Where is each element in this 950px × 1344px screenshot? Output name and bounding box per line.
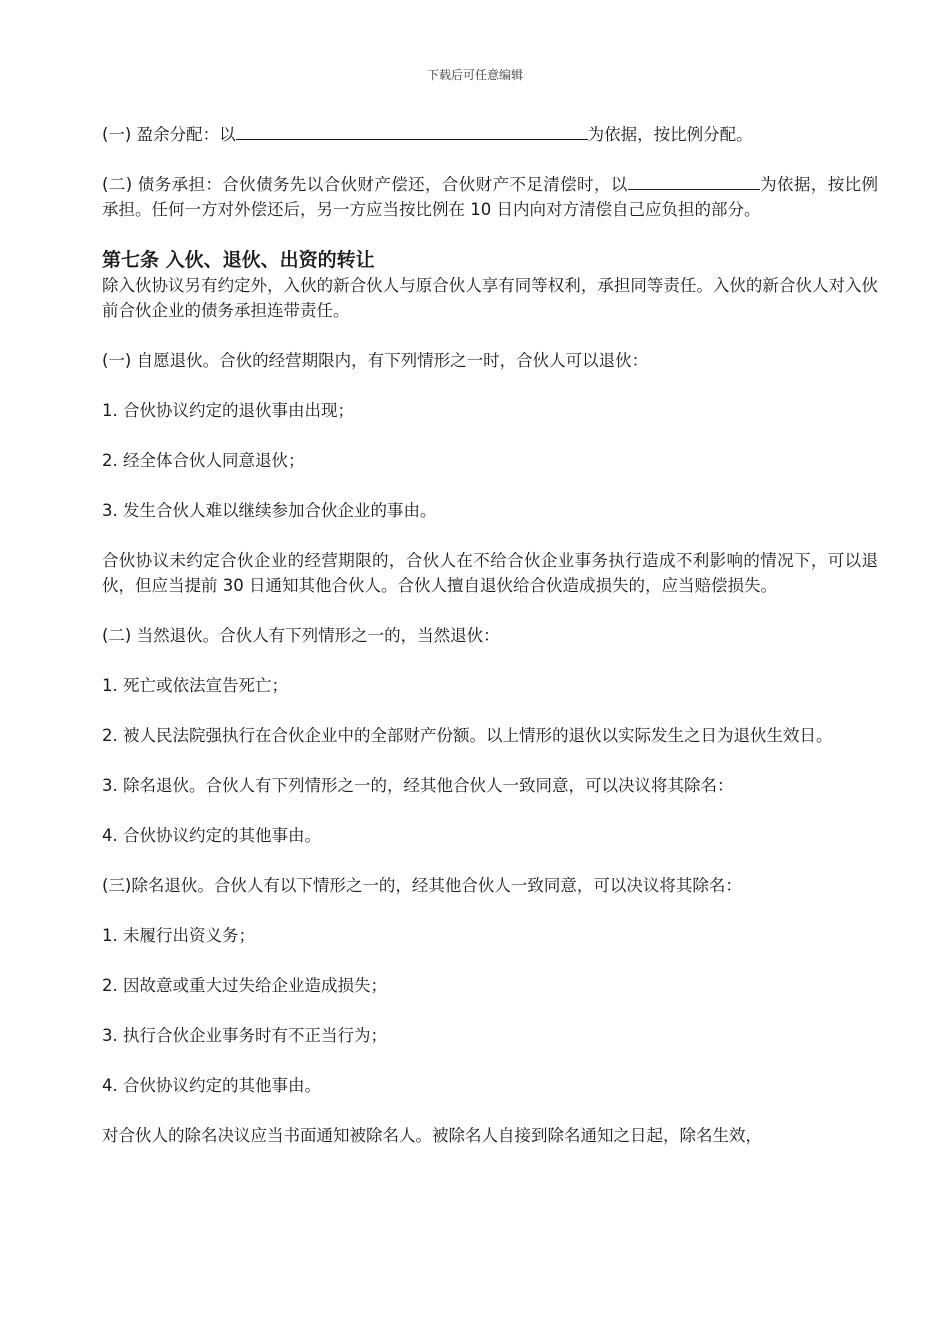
clause-item: 1. 未履行出资义务； (102, 926, 255, 945)
clause-item: 4. 合伙协议约定的其他事由。 (102, 1076, 321, 1095)
clause-item: 1. 合伙协议约定的退伙事由出现； (102, 401, 354, 420)
page-header: 下载后可任意编辑 (426, 68, 523, 82)
section-title: 第七条 入伙、退伙、出资的转让 (102, 249, 375, 271)
clause-item: 4. 合伙协议约定的其他事由。 (102, 826, 321, 845)
profit-distribution-text: (一) 盈余分配：以 (102, 125, 236, 144)
clause-paragraph: (三)除名退伙。合伙人有以下情形之一的，经其他合伙人一致同意，可以决议将其除名： (102, 876, 742, 895)
debt-bearing-text: (二) 债务承担：合伙债务先以合伙财产偿还，合伙财产不足清偿时，以 (102, 175, 628, 194)
clause-item: 3. 发生合伙人难以继续参加合伙企业的事由。 (102, 501, 437, 520)
debt-bearing-paragraph (102, 172, 878, 222)
profit-distribution-text-end: 为依据，按比例分配。 (587, 125, 753, 144)
clause-paragraph: (二) 当然退伙。合伙人有下列情形之一的，当然退伙： (102, 626, 500, 645)
clause-item: 2. 因故意或重大过失给企业造成损失； (102, 976, 387, 995)
clause-item: 3. 执行合伙企业事务时有不正当行为； (102, 1026, 387, 1045)
clause-item: 2. 经全体合伙人同意退伙； (102, 451, 305, 470)
clause-item: 1. 死亡或依法宣告死亡； (102, 676, 288, 695)
document-body (102, 122, 878, 1148)
fill-blank-basis (236, 122, 588, 140)
clause-item: 3. 除名退伙。合伙人有下列情形之一的，经其他合伙人一致同意，可以决议将其除名： (102, 776, 734, 795)
section-intro: 除入伙协议另有约定外，入伙的新合伙人与原合伙人享有同等权利，承担同等责任。入伙的新合伙人对入伙前合伙企业的债务承担连带责任。 (102, 276, 878, 320)
profit-distribution-paragraph (102, 122, 878, 147)
clause-item: 2. 被人民法院强执行在合伙企业中的全部财产份额。以上情形的退伙以实际发生之日为退伙生效日。 (102, 726, 833, 745)
debt-bearing-text-end: 为依据，按比例承担。任何一方对外偿还后，另一方应当按比例在 10 日内向对方清偿自己应负担的部分。 (102, 175, 879, 219)
fill-blank-debt-basis (628, 172, 760, 190)
clause-paragraph: 对合伙人的除名决议应当书面通知被除名人。被除名人自接到除名通知之日起，除名生效， (102, 1126, 762, 1145)
clause-paragraph: 合伙协议未约定合伙企业的经营期限的，合伙人在不给合伙企业事务执行造成不利影响的情况下，可以退伙，但应当提前 30 日通知其他合伙人。合伙人擅自退伙给合伙造成损失的，应当赔偿损失。 (102, 551, 878, 595)
clause-paragraph: (一) 自愿退伙。合伙的经营期限内，有下列情形之一时，合伙人可以退伙： (102, 351, 649, 370)
